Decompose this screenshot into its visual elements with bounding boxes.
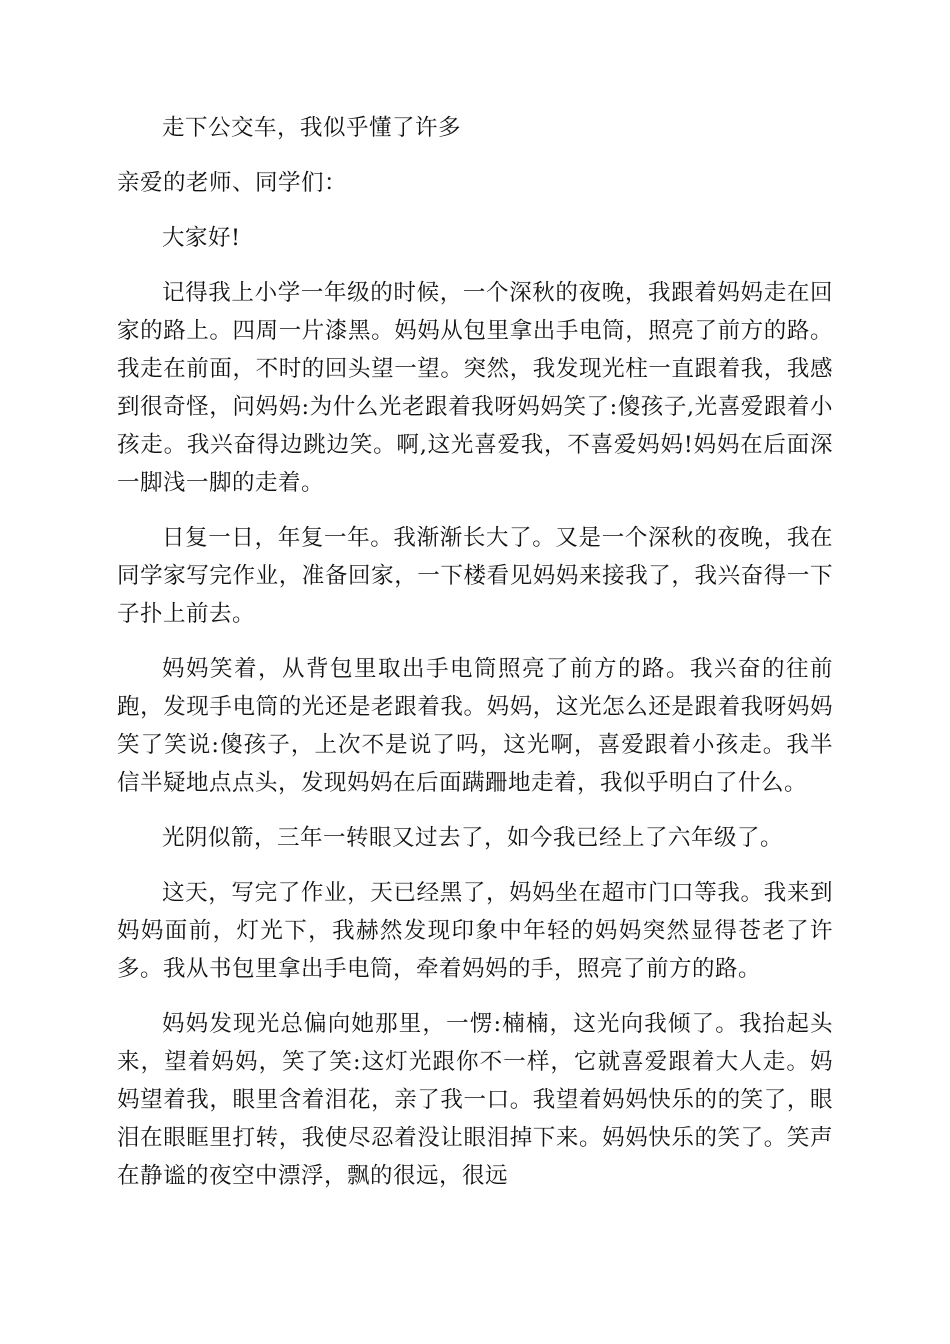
paragraph-time-passes: 光阴似箭，三年一转眼又过去了，如今我已经上了六年级了。: [162, 825, 784, 851]
paragraph-flashlight-again: 妈妈笑着，从背包里取出手电筒照亮了前方的路。我兴奋的往前跑，发现手电筒的光还是老跟着我。妈妈，这光怎么还是跟着我呀妈妈笑了笑说:傻孩子，上次不是说了吗，这光啊，喜爱跟着小孩走。我半信半疑地点点头，发现妈妈在后面蹒跚地走着，我似乎明白了什么。: [117, 656, 833, 796]
paragraph-supermarket: 这天，写完了作业，天已经黑了，妈妈坐在超市门口等我。我来到妈妈面前，灯光下，我赫然发现印象中年轻的妈妈突然显得苍老了许多。我从书包里拿出手电筒，牵着妈妈的手，照亮了前方的路。: [117, 880, 833, 982]
document-body: [117, 109, 833, 1195]
paragraph-growing-up: 日复一日，年复一年。我渐渐长大了。又是一个深秋的夜晚，我在同学家写完作业，准备回家，一下楼看见妈妈来接我了，我兴奋得一下子扑上前去。: [117, 525, 833, 627]
paragraph-hello: 大家好!: [162, 225, 241, 251]
salutation: 亲爱的老师、同学们：: [117, 170, 348, 196]
document-title: 走下公交车，我似乎懂了许多: [162, 115, 462, 141]
paragraph-ending: 妈妈发现光总偏向她那里，一愣:楠楠，这光向我倾了。我抬起头来，望着妈妈，笑了笑:这灯光跟你不一样，它就喜爱跟着大人走。妈妈望着我，眼里含着泪花，亲了我一口。我望着妈妈快乐的的笑了，眼泪在眼眶里打转，我使尽忍着没让眼泪掉下来。妈妈快乐的笑了。笑声在静谧的夜空中漂浮，飘的很远，很远: [117, 1011, 833, 1189]
paragraph-first-grade-memory: 记得我上小学一年级的时候，一个深秋的夜晚，我跟着妈妈走在回家的路上。四周一片漆黑。妈妈从包里拿出手电筒，照亮了前方的路。我走在前面，不时的回头望一望。突然，我发现光柱一直跟着我，我感到很奇怪，问妈妈:为什么光老跟着我呀妈妈笑了:傻孩子,光喜爱跟着小孩走。我兴奋得边跳边笑。啊,这光喜爱我，不喜爱妈妈!妈妈在后面深一脚浅一脚的走着。: [117, 280, 833, 496]
